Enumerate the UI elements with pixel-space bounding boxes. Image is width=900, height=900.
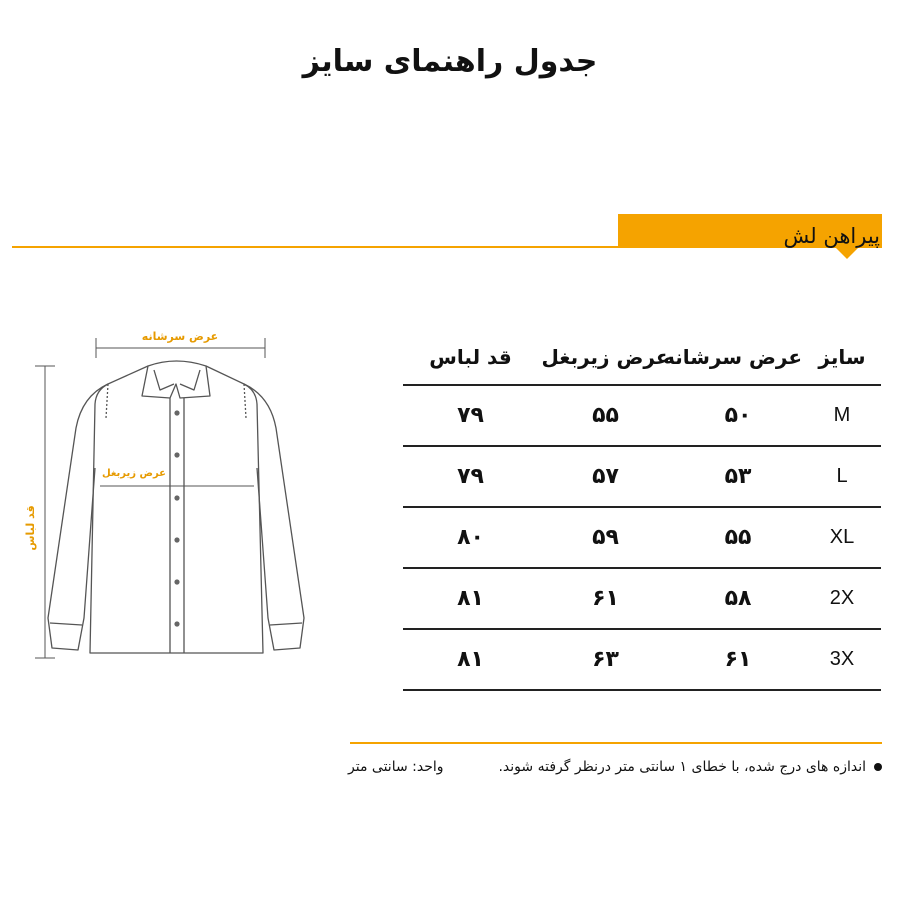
shirt-right-cuff [270, 623, 302, 625]
shirt-diagram [20, 318, 320, 668]
armpit-cell: ۵۹ [538, 507, 673, 568]
product-tab-notch [836, 248, 858, 259]
header-accent-line [12, 246, 622, 248]
header-armpit-width: عرض زیربغل [538, 330, 673, 385]
shoulder-cell: ۶۱ [673, 629, 803, 690]
table-row [403, 568, 881, 629]
size-cell: 3X [803, 629, 881, 690]
tolerance-note-text: اندازه های درج شده، با خطای ۱ سانتی متر درنظر گرفته شوند. [498, 759, 866, 775]
notes-divider [350, 742, 882, 744]
length-cell: ۸۱ [403, 568, 538, 629]
shirt-placket [170, 398, 184, 653]
length-cell: ۸۰ [403, 507, 538, 568]
size-cell: 2X [803, 568, 881, 629]
unit-note: واحد: سانتی متر [348, 759, 444, 775]
shoulder-cell: ۵۸ [673, 568, 803, 629]
shirt-right-sleeve [244, 384, 304, 650]
shoulder-cell: ۵۵ [673, 507, 803, 568]
product-name: پیراهن لش [783, 224, 880, 248]
armpit-cell: ۵۵ [538, 385, 673, 446]
page-title: جدول راهنمای سایز [302, 44, 598, 79]
shirt-left-sleeve [48, 384, 108, 650]
armpit-width-label: عرض زیربغل [101, 468, 167, 479]
shoulder-cell: ۵۳ [673, 446, 803, 507]
size-cell: L [803, 446, 881, 507]
table-row [403, 385, 881, 446]
bullet-icon [874, 763, 882, 771]
armpit-cell: ۶۱ [538, 568, 673, 629]
size-cell: M [803, 385, 881, 446]
header-shoulder-width: عرض سرشانه [673, 330, 803, 385]
table-row [403, 629, 881, 690]
length-cell: ۸۱ [403, 629, 538, 690]
shirt-body-outline [90, 366, 263, 653]
length-cell: ۷۹ [403, 446, 538, 507]
table-header-row [403, 330, 881, 385]
shirt-left-cuff [50, 623, 82, 625]
shirt-collar [142, 361, 210, 398]
garment-length-label: قد لباس [24, 505, 37, 551]
size-table [403, 330, 881, 691]
table-row [403, 446, 881, 507]
shoulder-cell: ۵۰ [673, 385, 803, 446]
armpit-cell: ۶۳ [538, 629, 673, 690]
shoulder-width-label: عرض سرشانه [141, 330, 219, 343]
armpit-cell: ۵۷ [538, 446, 673, 507]
table-row [403, 507, 881, 568]
header-length: قد لباس [403, 330, 538, 385]
header-size: سایز [803, 330, 881, 385]
length-cell: ۷۹ [403, 385, 538, 446]
size-cell: XL [803, 507, 881, 568]
